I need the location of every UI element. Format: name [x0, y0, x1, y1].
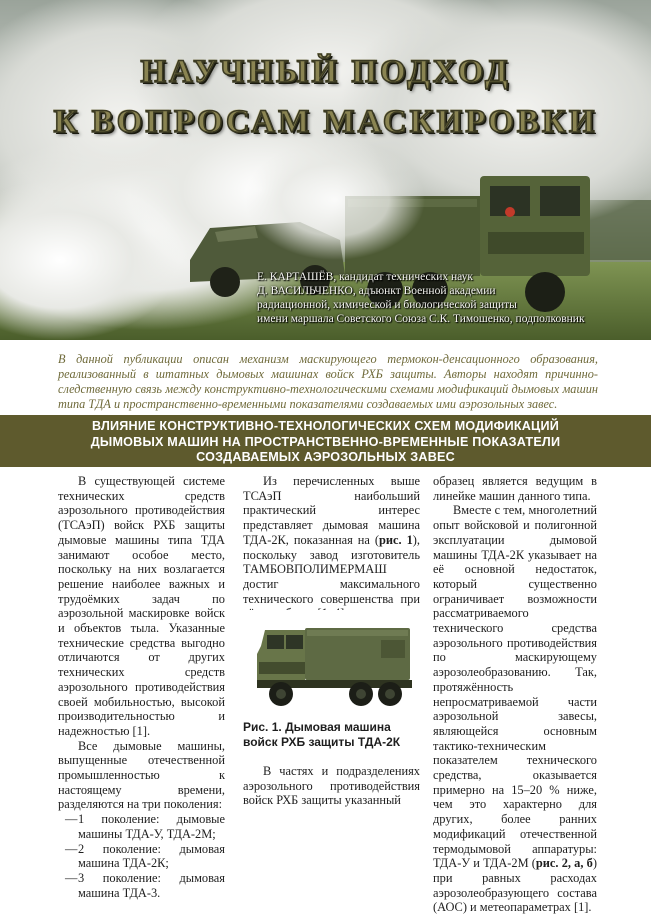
paragraph: Все дымовые машины, выпущенные отечественной промышленностью к настоящему времени, разделяются на три поколения: — [58, 738, 225, 812]
figure-reference: рис. 1 — [379, 532, 413, 547]
list-item: — 3 поколение: дымовая машина ТДА-3. — [65, 870, 225, 900]
authors-block — [257, 270, 647, 326]
paragraph: образец является ведущим в линейке машин данного типа. — [433, 474, 597, 503]
figure-reference: рис. 2, а, б — [535, 856, 593, 871]
section-heading-band — [0, 415, 651, 467]
column-1 — [58, 474, 225, 900]
article-lead: В данной публикации описан механизм маскирующего термокон-денсационного образования, реализованный в штатных дымовых машинах войск РХБ защиты. Авторы находят причинно-следственную связь между конструктивно-технологическими схемами модификаций дымовых машин типа ТДА и пространственно-временными показателями создаваемых ими аэрозольных завес. — [58, 352, 598, 411]
section-heading: ВЛИЯНИЕ КОНСТРУКТИВНО-ТЕХНОЛОГИЧЕСКИХ СХЕМ МОДИФИКАЦИЙ ДЫМОВЫХ МАШИН НА ПРОСТРАНСТВЕННО-ВРЕМЕННЫЕ ПОКАЗАТЕЛИ СОЗДАВАЕМЫХ АЭРОЗОЛЬНЫХ ЗАВЕС — [90, 419, 561, 464]
author-line: радиационной, химической и биологической защиты — [257, 299, 517, 311]
tda-2k-truck-icon — [243, 610, 420, 716]
paragraph: Из перечисленных выше ТСАэП наибольший практический интерес представляет дымовая машина ТДА-2К, показанная на (рис. 1), поскольку завод изготовитель ТАМБОВПОЛИМЕРМАШ достиг максимального технического совершенства при — [243, 474, 421, 606]
list-item: — 2 поколение: дымовая машина ТДА-2К; — [65, 841, 225, 871]
hero-photo — [0, 0, 651, 340]
figure-1-truck-image — [243, 610, 420, 716]
generations-list — [58, 812, 225, 900]
column-3 — [433, 474, 597, 915]
author-line: Д. ВАСИЛЬЧЕНКО, адъюнкт Военной академии — [257, 285, 496, 297]
author-line: имени маршала Советского Союза С.К. Тимошенко, подполковник — [257, 313, 585, 325]
column-2 — [243, 474, 420, 621]
paragraph: Вместе с тем, многолетний опыт войсковой и полигонной эксплуатации дымовой машины ТДА-2К указывает на её основной недостаток, который существенно ограничивает возможности рассматриваемого технического средства аэрозольного противодействия по маскирующему аэрозолеобразованию. Так, протяжённость непросматриваемой части аэрозольной завесы, являющейся основным тактико-техническим показателем технического средства, оказывается примерно на 15–20 % ниже, чем это характерно для других, более ранних модификаций отечественной термодымовой аппаратуры: ТДА-У и ТДА-2М (рис. 2, а, б) при равных расходах аэрозолеобразующего состава (АОС) и метеопараметрах [1]. — [433, 503, 597, 915]
dash-bullet: — — [65, 841, 78, 856]
column-2-continued — [243, 764, 420, 808]
paragraph: В частях и подразделениях аэрозольного противодействия войск РХБ защиты указанный — [243, 764, 420, 808]
figure-1-caption: Рис. 1. Дымовая машина войск РХБ защиты ТДА-2К — [243, 720, 401, 749]
paragraph: В существующей системе технических средств аэрозольного противодействия (ТСАэП) войск РХБ защиты дымовые машины типа ТДА занимают особое место, поскольку на них возлагается решение наиболее важных и трудоёмких задач по аэрозольной маскировке войск и объектов тыла. Указанные технические средства выгодно отличаются от других технических средств аэрозольного противодействия своей мобильностью, высокой производительностью и надежностью [1]. — [58, 474, 225, 738]
list-item: — 1 поколение: дымовые машины ТДА-У, ТДА-2М; — [65, 812, 225, 841]
dash-bullet: — — [65, 812, 78, 827]
dash-bullet: — — [65, 870, 78, 885]
article-title-line2: К ВОПРОСАМ МАСКИРОВКИ — [53, 104, 598, 140]
author-line: Е. КАРТАШЁВ, кандидат технических наук — [257, 271, 474, 283]
article-title-line1: НАУЧНЫЙ ПОДХОД — [140, 54, 511, 90]
